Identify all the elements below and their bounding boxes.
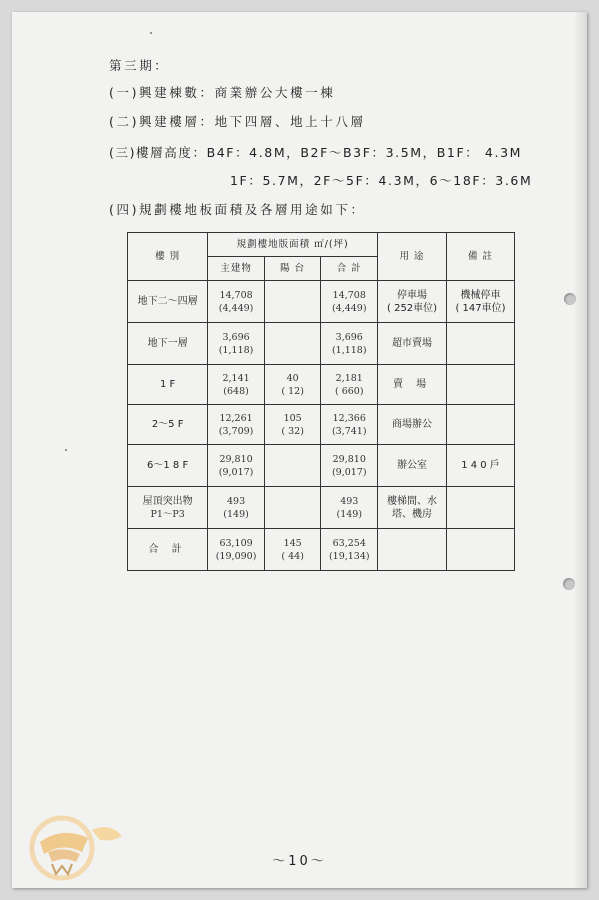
use-cell: 停車場 ( 252車位) [378,281,447,323]
scan-speck [150,32,152,34]
punch-hole-bottom [563,578,575,590]
library-logo-icon [22,812,132,884]
use-cell: 樓梯間、水 塔、機房 [378,487,447,529]
total-cell: 14,708 (4,449) [321,281,378,323]
main-cell: 63,109 (19,090) [208,529,265,571]
document-page [12,12,587,888]
use-cell: 超市賣場 [378,323,447,365]
page-number: ～10～ [272,854,327,869]
use-cell: 賣 場 [378,365,447,405]
item-3-continuation: 1F：5.7M，2F～5F：4.3M，6～18F：3.6M [230,173,533,188]
header-total: 合 計 [321,257,378,281]
floor-cell: 屋頂突出物 P1～P3 [128,487,208,529]
note-cell: 1 4 0 戶 [447,445,515,487]
use-cell: 辦公室 [378,445,447,487]
table-row-total [128,529,515,571]
header-main-building: 主建物 [208,257,265,281]
floor-cell: 6～1 8 F [128,445,208,487]
item-2 [109,112,366,130]
header-area-group: 規劃樓地版面積 ㎡/(坪) [208,233,378,257]
note-cell [447,405,515,445]
use-cell: 商場辦公 [378,405,447,445]
item-4 [109,200,366,218]
page-edge-shadow [573,12,587,888]
total-cell: 63,254 (19,134) [321,529,378,571]
item-1-text: 商業辦公大樓一棟 [214,85,336,100]
item-3 [109,143,522,161]
balcony-cell: 145 ( 44) [264,529,321,571]
floor-cell: 地下二～四層 [128,281,208,323]
table-row [128,281,515,323]
item-3-text: B4F：4.8M，B2F～B3F：3.5M，B1F： 4.3M [206,145,523,160]
total-cell: 29,810 (9,017) [321,445,378,487]
main-cell: 14,708 (4,449) [208,281,265,323]
balcony-cell [264,323,321,365]
balcony-cell: 40 ( 12) [264,365,321,405]
header-note: 備 註 [447,233,515,281]
item-1 [109,83,335,101]
total-cell: 3,696 (1,118) [321,323,378,365]
table-row [128,487,515,529]
header-use: 用 途 [378,233,447,281]
scan-speck [65,449,67,451]
use-cell [378,529,447,571]
floor-cell: 地下一層 [128,323,208,365]
header-balcony: 陽 台 [264,257,321,281]
floor-area-table [127,232,515,571]
item-3-label: (三)樓層高度： [109,145,207,160]
note-cell [447,487,515,529]
item-2-text: 地下四層、地上十八層 [214,114,366,129]
note-cell [447,323,515,365]
table-row [128,323,515,365]
item-2-label: (二)興建樓層： [109,114,215,129]
main-cell: 12,261 (3,709) [208,405,265,445]
total-cell: 2,181 ( 660) [321,365,378,405]
item-4-label: (四)規劃樓地板面積及各層用途如下： [109,202,366,217]
note-cell: 機械停車 ( 147車位) [447,281,515,323]
total-cell: 493 (149) [321,487,378,529]
punch-hole-top [564,293,576,305]
note-cell [447,529,515,571]
main-cell: 3,696 (1,118) [208,323,265,365]
main-cell: 493 (149) [208,487,265,529]
balcony-cell: 105 ( 32) [264,405,321,445]
total-cell: 12,366 (3,741) [321,405,378,445]
floor-cell: 合 計 [128,529,208,571]
balcony-cell [264,281,321,323]
main-cell: 29,810 (9,017) [208,445,265,487]
balcony-cell [264,445,321,487]
table-row [128,445,515,487]
floor-cell: 2～5 F [128,405,208,445]
table-row [128,365,515,405]
section-heading: 第三期： [109,58,170,73]
note-cell [447,365,515,405]
item-1-label: (一)興建棟數： [109,85,215,100]
balcony-cell [264,487,321,529]
table-row [128,405,515,445]
main-cell: 2,141 (648) [208,365,265,405]
header-floor: 樓 別 [128,233,208,281]
floor-cell: 1 F [128,365,208,405]
